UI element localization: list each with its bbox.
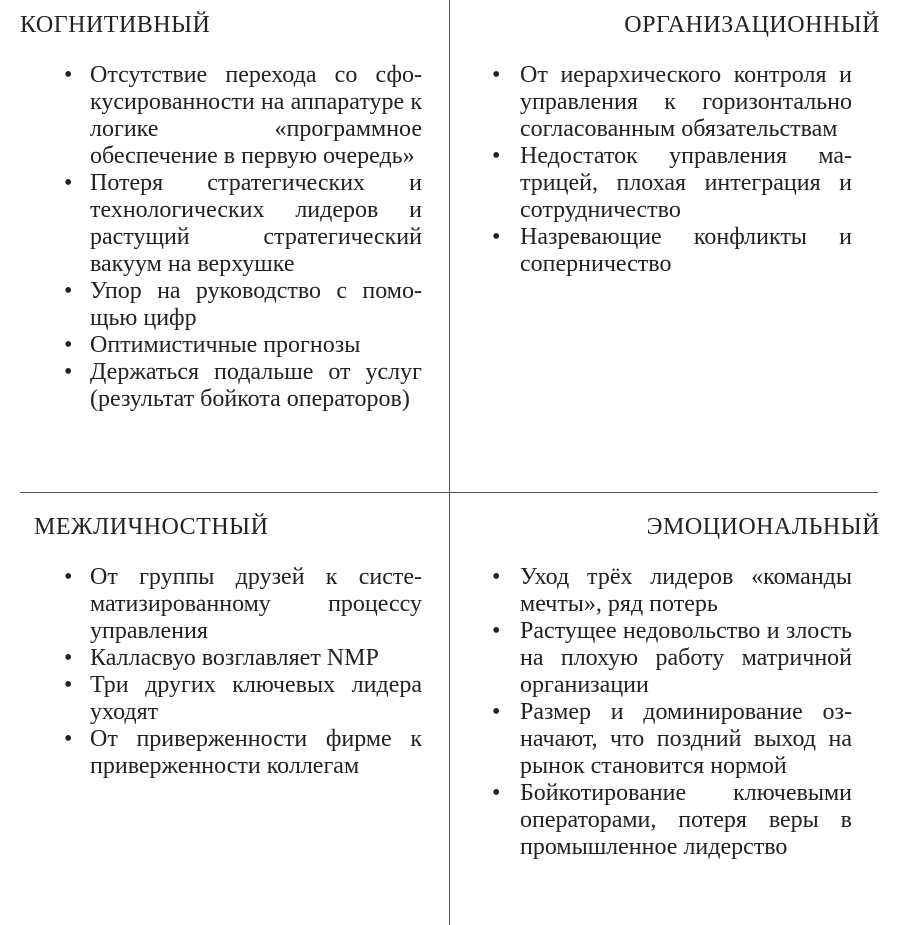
item-text: Держаться подальше от услуг (результат бойкота операторов): [90, 359, 422, 412]
vertical-divider: [449, 0, 450, 925]
bullet-icon: •: [492, 62, 501, 88]
bullet-icon: •: [64, 62, 73, 88]
bullet-icon: •: [492, 224, 501, 250]
list-item: [20, 62, 430, 170]
item-text: Бойкотирование ключевыми операторами, потеря веры в промышленное лидерство: [520, 780, 852, 860]
quadrant-title: ЭМОЦИОНАЛЬНЫЙ: [646, 514, 880, 540]
list-item: [20, 332, 430, 359]
list-item: [20, 726, 430, 780]
bullet-icon: •: [64, 645, 73, 671]
bullet-icon: •: [64, 359, 73, 385]
bullet-icon: •: [492, 780, 501, 806]
item-text: Уход трёх лидеров «команды мечты», ряд потерь: [520, 564, 852, 617]
list-item: [20, 672, 430, 726]
list-item: [470, 618, 880, 699]
quadrant-cognitive: [20, 10, 430, 413]
bullet-icon: •: [64, 332, 73, 358]
bullet-icon: •: [492, 143, 501, 169]
list-item: [470, 62, 880, 143]
quadrant-interpersonal: [20, 512, 430, 780]
list-item: [470, 224, 880, 278]
list-item: [470, 143, 880, 224]
bullet-icon: •: [492, 699, 501, 725]
item-text: От иерархического контроля и управления к горизонтально согласованным обязательствам: [520, 62, 852, 142]
bullet-icon: •: [64, 726, 73, 752]
quadrant-organizational: [470, 10, 880, 278]
list-item: [20, 359, 430, 413]
item-text: Назревающие конфликты и соперничество: [520, 224, 852, 277]
item-text: Три других ключевых лидера уходят: [90, 672, 422, 725]
list-item: [470, 564, 880, 618]
bullet-icon: •: [64, 564, 73, 590]
bullet-icon: •: [492, 618, 501, 644]
quadrant-title: КОГНИТИВНЫЙ: [20, 12, 211, 38]
list-item: [20, 170, 430, 278]
bullet-list: [20, 564, 430, 780]
item-text: Недостаток управления матрицей, плохая интеграция и сотрудничество: [520, 143, 852, 223]
quadrant-title: МЕЖЛИЧНОСТНЫЙ: [34, 514, 269, 540]
quadrant-title: ОРГАНИЗАЦИОННЫЙ: [624, 12, 880, 38]
item-text: Отсутствие перехода со сфокусированности на аппаратуре к логике «программное обеспечение в первую очередь»: [90, 62, 422, 169]
item-text: Упор на руководство с помощью цифр: [90, 278, 422, 331]
item-text: От группы друзей к систематизированному процессу управления: [90, 564, 422, 644]
bullet-icon: •: [492, 564, 501, 590]
list-item: [20, 278, 430, 332]
bullet-icon: •: [64, 672, 73, 698]
quadrant-emotional: [470, 512, 880, 861]
list-item: [20, 645, 430, 672]
list-item: [470, 699, 880, 780]
item-text: Растущее недовольство и злость на плохую работу матричной организации: [520, 618, 852, 698]
bullet-icon: •: [64, 278, 73, 304]
bullet-list: [470, 564, 880, 861]
list-item: [20, 564, 430, 645]
item-text: Оптимистичные прогнозы: [90, 332, 361, 358]
item-text: Потеря стратегических и технологических лидеров и растущий стратегический вакуум на верхушке: [90, 170, 422, 277]
list-item: [470, 780, 880, 861]
bullet-icon: •: [64, 170, 73, 196]
item-text: Размер и доминирование означают, что поздний выход на рынок становится нормой: [520, 699, 852, 779]
bullet-list: [470, 62, 880, 278]
horizontal-divider: [20, 492, 878, 493]
bullet-list: [20, 62, 430, 413]
item-text: От приверженности фирме к приверженности коллегам: [90, 726, 422, 779]
item-text: Калласвуо возглавляет NMP: [90, 645, 379, 671]
